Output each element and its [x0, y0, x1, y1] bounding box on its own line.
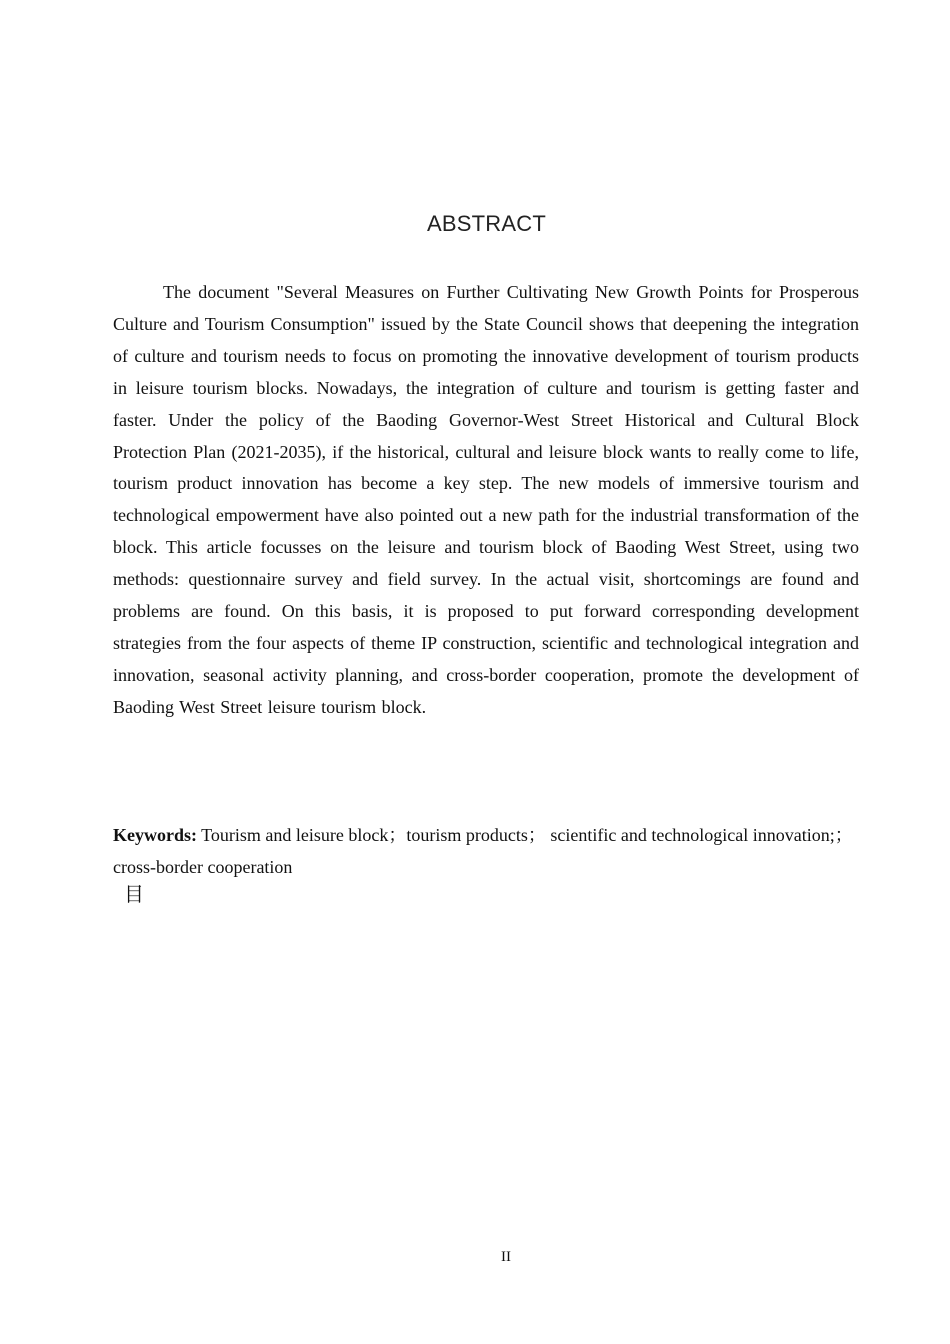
- abstract-paragraph: The document "Several Measures on Further Cultivating New Growth Points for Prosperous Culture and Tourism Consumption" issued by the State Council shows that deepening the integration of culture and tourism needs to focus on promoting the innovative development of tourism products in leisure tourism blocks. Nowadays, the integration of culture and tourism is getting faster and faster. Under the policy of the Baoding Governor-West Street Historical and Cultural Block Protection Plan (2021-2035), if the historical, cultural and leisure block wants to really come to life, tourism product innovation has become a key step. The new models of immersive tourism and technological empowerment have also pointed out a new path for the industrial transformation of the block. This article focusses on the leisure and tourism block of Baoding West Street, using two methods: questionnaire survey and field survey. In the actual visit, shortcomings are found and problems are found. On this basis, it is proposed to put forward corresponding development strategies from the four aspects of theme IP construction, scientific and technological integration and innovation, seasonal activity planning, and cross-border cooperation, promote the development of Baoding West Street leisure tourism block.: [113, 282, 859, 717]
- abstract-title: ABSTRACT: [427, 211, 546, 236]
- page-number: II: [501, 1249, 511, 1265]
- keywords-line: [113, 819, 859, 883]
- keywords-text: Tourism and leisure block；tourism products； scientific and technological innovation;；cross-border cooperation: [113, 825, 853, 877]
- keywords-label: Keywords:: [113, 825, 197, 845]
- toc-heading: 目: [124, 882, 144, 906]
